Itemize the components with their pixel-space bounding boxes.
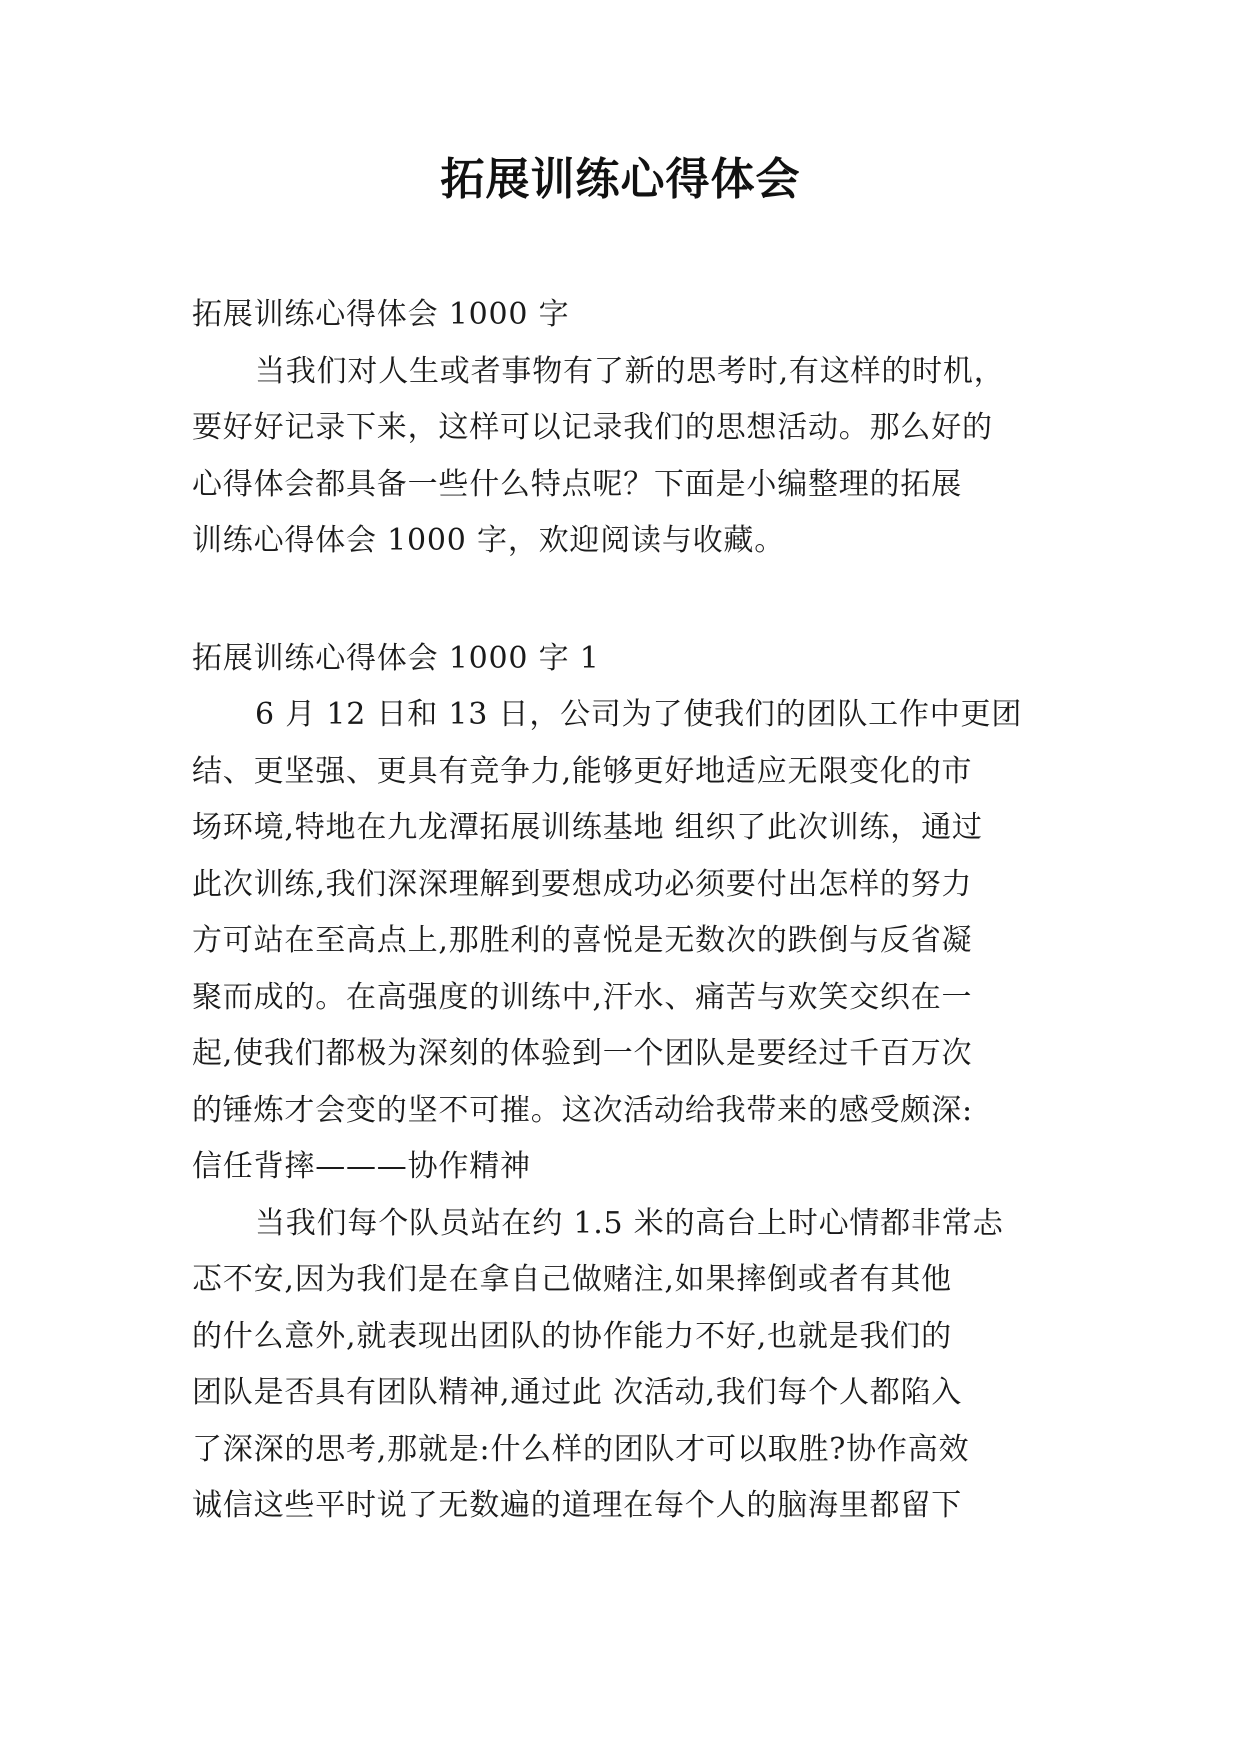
section-heading: 拓展训练心得体会 1000 字 1 [192, 640, 600, 676]
paragraph-line: 此次训练,我们深深理解到要想成功必须要付出怎样的努力 [192, 866, 973, 902]
paragraph-line: 要好好记录下来，这样可以记录我们的思想活动。那么好的 [192, 410, 993, 445]
paragraph-line: 了深深的思考,那就是:什么样的团队才可以取胜?协作高效 [192, 1431, 970, 1467]
intro-paragraph [192, 344, 1054, 570]
paragraph-line: 诚信这些平时说了无数遍的道理在每个人的脑海里都留下 [192, 1488, 962, 1523]
paragraph-line: 信任背摔———协作精神 [192, 1149, 531, 1184]
section-heading: 拓展训练心得体会 1000 字 [192, 297, 570, 332]
paragraph-line: 训练心得体会 1000 字，欢迎阅读与收藏。 [192, 523, 786, 558]
paragraph-line: 的锤炼才会变的坚不可摧。这次活动给我带来的感受颇深: [192, 1092, 973, 1128]
paragraph-line: 当我们每个队员站在约 1.5 米的高台上时心情都非常忐 [255, 1205, 1004, 1241]
paragraph-line: 方可站在至高点上,那胜利的喜悦是无数次的跌倒与反省凝 [192, 923, 973, 958]
body-paragraph [192, 687, 1054, 1196]
paragraph-line: 的什么意外,就表现出团队的协作能力不好,也就是我们的 [192, 1318, 952, 1354]
document-title: 拓展训练心得体会 [440, 154, 801, 205]
body-paragraph [192, 1196, 1054, 1535]
paragraph-line: 6 月 12 日和 13 日，公司为了使我们的团队工作中更团 [255, 697, 1023, 732]
paragraph-line: 忑不安,因为我们是在拿自己做赌注,如果摔倒或者有其他 [192, 1262, 952, 1297]
paragraph-line: 当我们对人生或者事物有了新的思考时,有这样的时机， [255, 353, 1005, 389]
paragraph-line: 结、更坚强、更具有竞争力,能够更好地适应无限变化的市 [192, 753, 973, 789]
paragraph-line: 起,使我们都极为深刻的体验到一个团队是要经过千百万次 [192, 1036, 973, 1071]
section-spacer [192, 570, 1054, 631]
paragraph-line: 场环境,特地在九龙潭拓展训练基地 组织了此次训练，通过 [192, 810, 983, 845]
paragraph-line: 聚而成的。在高强度的训练中,汗水、痛苦与欢笑交织在一 [192, 979, 973, 1015]
document-body [192, 287, 1054, 1535]
paragraph-line: 团队是否具有团队精神,通过此 次活动,我们每个人都陷入 [192, 1375, 963, 1410]
paragraph-line: 心得体会都具备一些什么特点呢？下面是小编整理的拓展 [192, 466, 962, 502]
